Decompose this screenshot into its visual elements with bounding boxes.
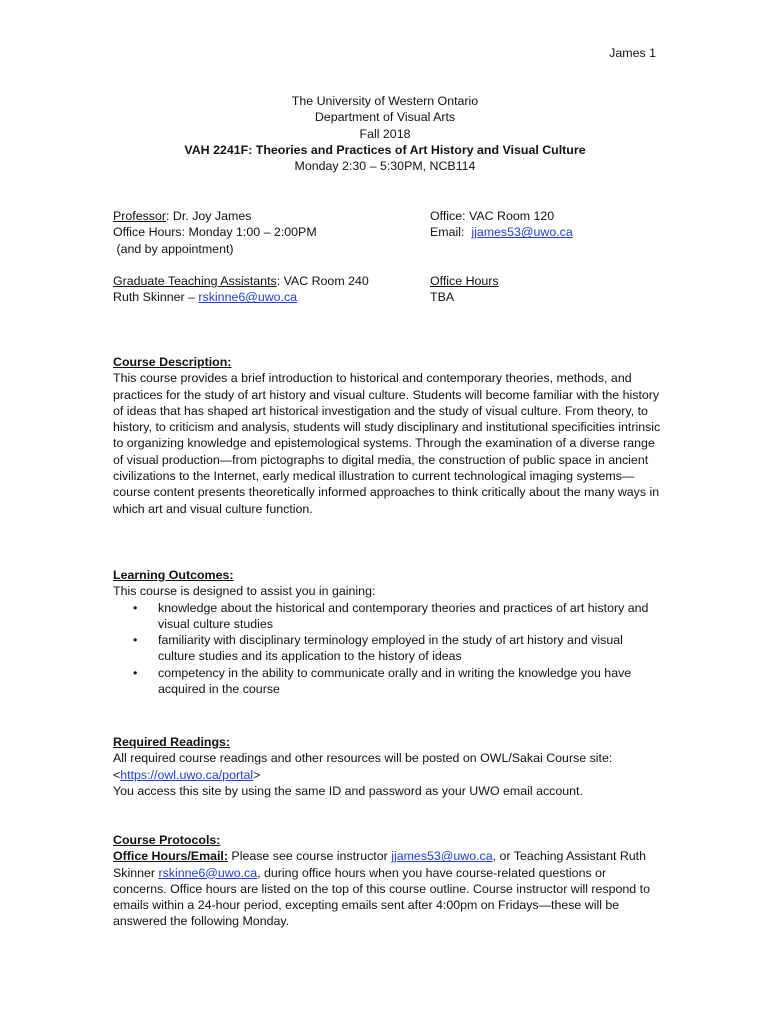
outcome-text: knowledge about the historical and contemporary theories and practices of art history and visual culture studies xyxy=(158,600,649,631)
course-description-heading: Course Description: xyxy=(113,355,232,369)
bullet-glyph: • xyxy=(133,633,138,648)
required-readings-line xyxy=(113,750,661,783)
bullet-glyph: • xyxy=(133,665,138,680)
professor-label: Professor xyxy=(113,209,167,223)
professor-office-hours: Office Hours: Monday 1:00 – 2:00PM xyxy=(113,225,317,240)
protocol-text: , during office hours when you have course-related questions or concerns. Office hours are listed on the top of this course outline. Course instructor will respond to emails within a 24-hour period, excepting emails sent after 4:00pm on Fridays—these will be answered the following Monday. xyxy=(113,865,650,929)
outcome-text: competency in the ability to communicate orally and in writing the knowledge you have acquired in the course xyxy=(158,665,632,697)
department-name: Department of Visual Arts xyxy=(314,110,456,125)
office-hours-email-paragraph xyxy=(113,848,661,929)
professor-contact xyxy=(430,208,573,241)
professor-email-link[interactable]: jjames53@uwo.ca xyxy=(471,225,573,240)
course-protocols-heading: Course Protocols: xyxy=(113,833,221,847)
learning-outcomes-list xyxy=(113,600,661,698)
course-description-body: This course provides a brief introduction to historical and contemporary theories, methods, and practices for the study of art history and visual culture. Students will become familiar with the history of ideas that has shaped art historical investigation and the study of visual culture. From theory, to history, to criticism and analysis, students will study disciplinary and institutional specificities intrinsic to organizing knowledge and epistemological systems. Through the examination of a diverse range of visual production—from pictographs to digital media, the construction of public space in ancient civilizations to the Internet, early medical illustration to current technological imaging systems—course content presents theoretically informed approaches to think critically about the many ways in which art and visual culture function. xyxy=(113,371,661,516)
ta-office-hours xyxy=(430,273,499,306)
protocol-text: Please see course instructor xyxy=(227,849,392,864)
term: Fall 2018 xyxy=(359,126,411,141)
learning-outcomes-section xyxy=(113,567,661,697)
list-item xyxy=(113,665,661,698)
outcome-text: familiarity with disciplinary terminology employed in the study of art history and visual culture studies and its application to the history of ideas xyxy=(158,633,623,664)
ta-name: Ruth Skinner – xyxy=(113,290,199,305)
ta-contact-line xyxy=(113,289,369,305)
course-protocols-section xyxy=(113,832,661,930)
professor-email-line xyxy=(430,224,573,240)
ta-office-hours-label: Office Hours xyxy=(430,274,499,288)
email-label: Email: xyxy=(430,225,472,240)
readings-text: All required course readings and other resources will be posted on OWL/Sakai Course site: < xyxy=(113,751,613,782)
professor-block xyxy=(113,208,317,257)
course-title: VAH 2241F: Theories and Practices of Art History and Visual Culture xyxy=(184,142,586,157)
required-readings-access: You access this site by using the same ID and password as your UWO email account. xyxy=(113,783,583,798)
ta-email-link-2[interactable]: rskinne6@uwo.ca xyxy=(158,865,258,880)
running-head: James 1 xyxy=(609,46,656,60)
course-schedule: Monday 2:30 – 5:30PM, NCB114 xyxy=(294,159,476,174)
readings-text-end: > xyxy=(253,767,261,782)
professor-name: : Dr. Joy James xyxy=(166,209,252,223)
ta-room: : VAC Room 240 xyxy=(276,274,369,288)
professor-line xyxy=(113,208,317,224)
instructor-email-link[interactable]: jjames53@uwo.ca xyxy=(391,849,493,864)
list-item xyxy=(113,600,661,633)
ta-line xyxy=(113,273,369,289)
ta-office-hours-value: TBA xyxy=(430,290,455,305)
ta-email-link[interactable]: rskinne6@uwo.ca xyxy=(198,290,298,305)
owl-portal-link[interactable]: https://owl.uwo.ca/portal xyxy=(120,767,254,782)
learning-outcomes-heading: Learning Outcomes: xyxy=(113,568,234,582)
list-item xyxy=(113,632,661,665)
title-block xyxy=(0,93,770,174)
professor-office: Office: VAC Room 120 xyxy=(430,209,555,223)
required-readings-section xyxy=(113,734,661,799)
ta-label: Graduate Teaching Assistants xyxy=(113,274,277,288)
bullet-glyph: • xyxy=(133,600,138,615)
learning-outcomes-intro: This course is designed to assist you in gaining: xyxy=(113,584,376,599)
course-description-section xyxy=(113,354,661,517)
protocol-text: , or Teaching Assistant Ruth Skinner xyxy=(113,849,647,880)
professor-appointment: (and by appointment) xyxy=(113,241,234,256)
university-name: The University of Western Ontario xyxy=(291,94,479,108)
ta-block xyxy=(113,273,369,306)
office-hours-email-subheading: Office Hours/Email: xyxy=(113,849,228,864)
required-readings-heading: Required Readings: xyxy=(113,735,231,749)
